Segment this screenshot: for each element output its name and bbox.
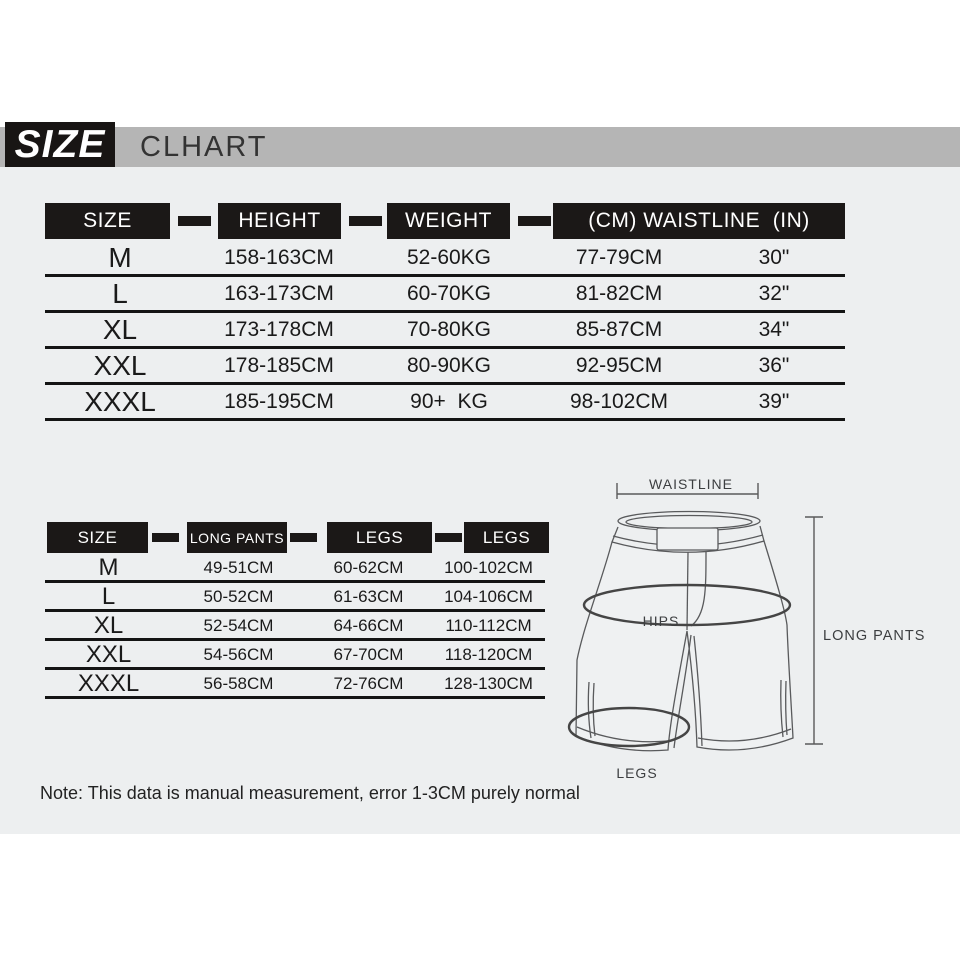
size-label: XXL: [85, 641, 132, 668]
legs-value: 67-70CM: [333, 645, 404, 664]
size-badge: [5, 122, 115, 168]
t1-header-height: HEIGHT: [218, 203, 341, 239]
waist-cm-value: 98-102CM: [569, 389, 669, 413]
waist-in-value: 36": [758, 353, 790, 377]
t2-header-legs-2: LEGS: [464, 522, 549, 553]
t1-header-size: SIZE: [45, 203, 170, 239]
height-value: 158-163CM: [224, 245, 334, 269]
t1-connector-1: [178, 216, 211, 226]
long-pants-measure-line: [805, 517, 823, 744]
size-table: [45, 241, 845, 421]
shorts-outline: [576, 512, 793, 751]
legs-value: 72-76CM: [333, 674, 404, 693]
t2-connector-1: [152, 533, 179, 542]
waist-cm-value: 92-95CM: [575, 353, 663, 377]
height-value: 185-195CM: [224, 389, 334, 413]
t2-connector-2: [290, 533, 317, 542]
t1-header-weight: WEIGHT: [387, 203, 510, 239]
long-pants-value: 54-56CM: [203, 645, 274, 664]
t1-connector-2: [349, 216, 382, 226]
weight-value: 70-80KG: [406, 317, 492, 341]
size-label: XXXL: [84, 385, 156, 417]
long-pants-value: 56-58CM: [203, 674, 274, 693]
header-bar: [0, 123, 960, 167]
long-pants-label: LONG PANTS: [823, 628, 926, 644]
table-row: [45, 349, 845, 385]
t1-connector-3: [518, 216, 551, 226]
table-row: [45, 554, 545, 583]
legs2-value: 100-102CM: [444, 558, 533, 577]
long-pants-value: 50-52CM: [203, 587, 274, 606]
height-value: 173-178CM: [224, 317, 334, 341]
legs-value: 60-62CM: [333, 558, 404, 577]
size-label: XXXL: [77, 670, 140, 697]
measurement-note: Note: This data is manual measurement, error 1-3CM purely normal: [40, 783, 580, 803]
table-row: [45, 612, 545, 641]
table-row: [45, 241, 845, 277]
shorts-measurement-diagram: [560, 460, 960, 790]
waist-cm-value: 77-79CM: [575, 245, 663, 269]
waist-cm-value: 81-82CM: [575, 281, 663, 305]
t2-header-size: SIZE: [47, 522, 148, 553]
legs2-value: 110-112CM: [445, 616, 532, 635]
size-label: L: [112, 277, 128, 309]
content-area: [0, 167, 960, 834]
pants-table: [45, 554, 545, 699]
table-row: [45, 670, 545, 699]
table-row: [45, 277, 845, 313]
weight-value: 90+ KG: [410, 389, 488, 413]
long-pants-value: 49-51CM: [203, 558, 274, 577]
waist-cm-value: 85-87CM: [575, 317, 663, 341]
legs2-value: 128-130CM: [444, 674, 533, 693]
t2-header-long-pants: LONG PANTS: [187, 522, 287, 553]
legs2-value: 118-120CM: [444, 645, 533, 664]
size-label: L: [101, 583, 116, 610]
legs2-value: 104-106CM: [444, 587, 533, 606]
legs-label: LEGS: [616, 765, 658, 781]
table-row: [45, 313, 845, 349]
weight-value: 52-60KG: [406, 245, 492, 269]
t1-header-waistline: (CM) WAISTLINE (IN): [553, 203, 845, 239]
hips-label: HIPS: [642, 613, 680, 629]
waist-in-value: 32": [758, 281, 790, 305]
height-value: 163-173CM: [224, 281, 334, 305]
weight-value: 60-70KG: [406, 281, 492, 305]
size-badge-label: SIZE: [14, 123, 106, 166]
table-row: [45, 641, 545, 670]
waistline-label: WAISTLINE: [649, 476, 733, 492]
table-row: [45, 385, 845, 421]
table-row: [45, 583, 545, 612]
waist-in-value: 39": [758, 389, 790, 413]
size-label: XL: [102, 313, 138, 345]
t2-header-legs: LEGS: [327, 522, 432, 553]
size-label: M: [98, 554, 119, 581]
legs-value: 61-63CM: [333, 587, 404, 606]
page-title: CLHART: [140, 130, 268, 163]
long-pants-value: 52-54CM: [203, 616, 274, 635]
size-label: M: [108, 241, 132, 273]
height-value: 178-185CM: [224, 353, 334, 377]
waist-in-value: 34": [758, 317, 790, 341]
waist-in-value: 30": [758, 245, 790, 269]
t2-connector-3: [435, 533, 462, 542]
size-label: XL: [93, 612, 124, 639]
weight-value: 80-90KG: [406, 353, 492, 377]
size-label: XXL: [93, 349, 147, 381]
legs-value: 64-66CM: [333, 616, 404, 635]
